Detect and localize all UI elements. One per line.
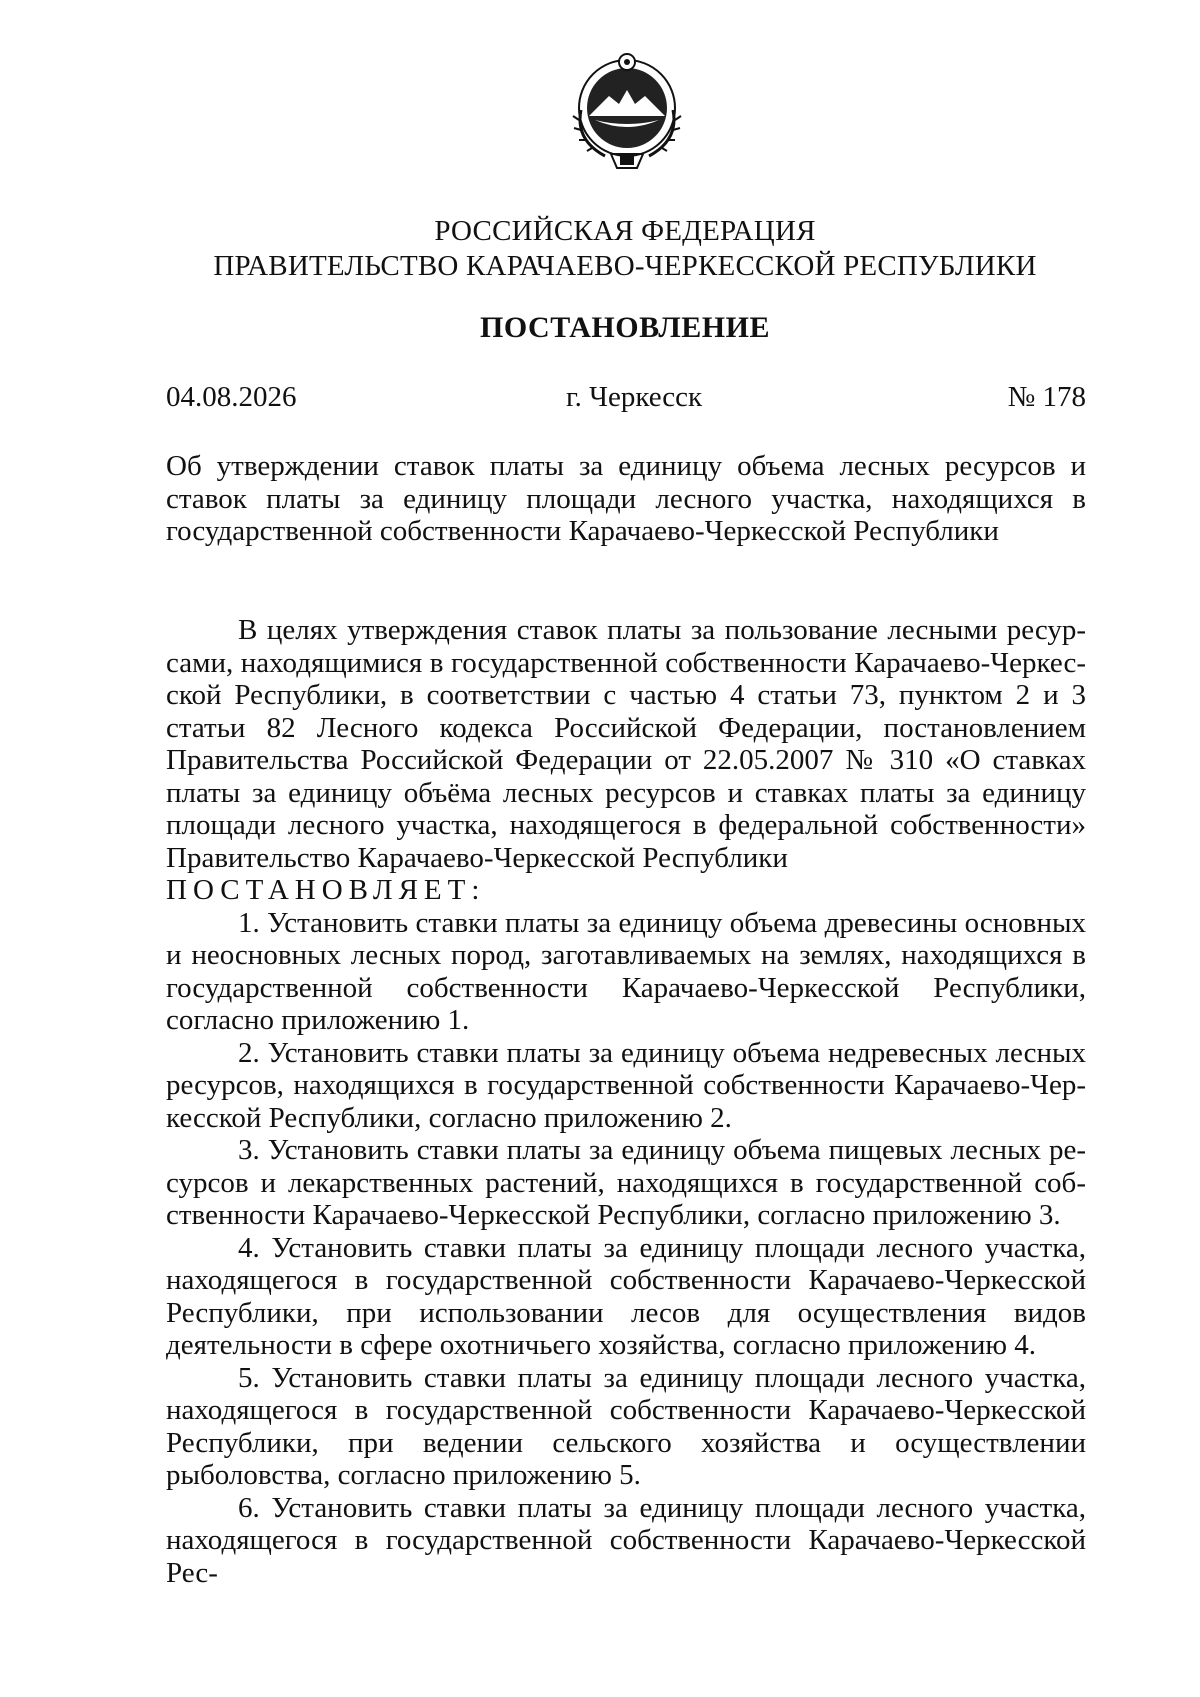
document-subject <box>166 450 1086 548</box>
document-city: г. Черкесск <box>566 381 703 413</box>
header-country: РОССИЙСКАЯ ФЕДЕРАЦИЯ <box>434 215 816 247</box>
list-item: 2. Установить ставки платы за единицу объема недревесных лесных ресурсов, находящихся в государственной собственности Карачаево-Черкесской Республики, согласно приложению 2. <box>166 1036 1086 1134</box>
document-number: № 178 <box>1007 381 1086 413</box>
list-item: 5. Установить ставки платы за единицу площади лесного участка, находящегося в государственной собственности Карачаево-Черкесской Республики, при ведении сельского хозяйства и осуществлении рыболовства, согласно приложению 5. <box>166 1361 1086 1491</box>
list-item: 3. Установить ставки платы за единицу объема пищевых лесных ресурсов и лекарственных растений, находящихся в государственной собственности Карачаево-Черкесской Республики, согласно приложению 3. <box>166 1134 1086 1231</box>
document-type-title: ПОСТАНОВЛЕНИЕ <box>480 311 770 344</box>
list-item: 1. Установить ставки платы за единицу объема древесины основных и неосновных лесных пород, заготавливаемых на землях, находящихся в государственной собственности Карачаево-Черкесской Республики, согласно приложению 1. <box>166 906 1086 1036</box>
list-item: 6. Установить ставки платы за единицу площади лесного участка, находящегося в государственной собственности Карачаево-Черкесской Рес- <box>166 1491 1086 1589</box>
document-date: 04.08.2026 <box>166 381 297 413</box>
coat-of-arms-emblem <box>565 50 689 180</box>
document-body <box>166 614 1086 1589</box>
subject-text: Об утверждении ставок платы за единицу объема лесных ресурсов и ставок платы за единицу площади лесного участка, находящихся в государственной собственности Карачаево-Черкесской Республики <box>166 450 1086 547</box>
header-government: ПРАВИТЕЛЬСТВО КАРАЧАЕВО-ЧЕРКЕССКОЙ РЕСПУБЛИКИ <box>213 250 1037 282</box>
document-dateline <box>166 381 1086 417</box>
list-item: 4. Установить ставки платы за единицу площади лесного участка, находящегося в государственной собственности Карачаево-Черкесской Республики, при использовании лесов для осуществления видов деятельности в сфере охотничьего хозяйства, согласно приложению 4. <box>166 1231 1086 1361</box>
preamble-paragraph: В целях утверждения ставок платы за пользование лесными ресурсами, находящимися в государственной собственности Карачаево-Черкесской Республики, в соответствии с частью 4 статьи 73, пунктом 2 и 3 статьи 82 Лесного кодекса Российской Федерации, постановлением Правительства Российской Федерации от 22.05.2007 № 310 «О ставках платы за единицу объёма лесных ресурсов и ставках платы за единицу площади лесного участка, находящегося в федеральной собственности» Правительство Карачаево-Черкесской Республики <box>166 614 1086 874</box>
resolves-heading: ПОСТАНОВЛЯЕТ: <box>166 874 486 906</box>
